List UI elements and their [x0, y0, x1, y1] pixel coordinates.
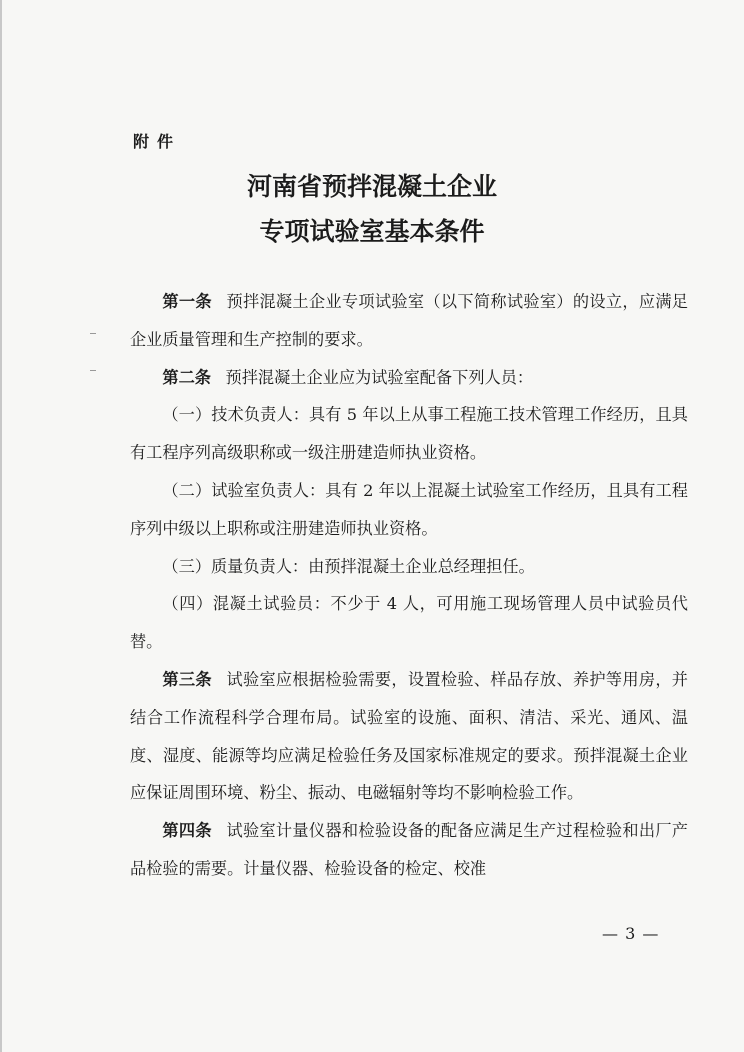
- attachment-label: 附件: [133, 132, 182, 151]
- paragraph-text: （三）质量负责人：由预拌混凝土企业总经理担任。: [162, 556, 535, 576]
- paragraph: [130, 661, 688, 812]
- paragraph-text: （二）试验室负责人：具有 2 年以上混凝土试验室工作经历，且具有工程序列中级以上职称或注册建造师执业资格。: [130, 480, 688, 538]
- paragraph: [130, 359, 688, 397]
- paragraph: [130, 472, 688, 548]
- article-number: 第一条: [162, 292, 212, 311]
- paragraph-text: （一）技术负责人：具有 5 年以上从事工程施工技术管理工作经历，且具有工程序列高级职称或一级注册建造师执业资格。: [130, 405, 688, 463]
- scan-mark: [90, 333, 96, 334]
- paragraph: [130, 396, 688, 472]
- scan-mark: [90, 370, 96, 371]
- paragraph: [130, 548, 688, 586]
- article-number: 第二条: [162, 367, 211, 387]
- page-edge: [0, 0, 2, 1052]
- paragraph-text: 预拌混凝土企业专项试验室（以下简称试验室）的设立，应满足企业质量管理和生产控制的要求。: [130, 292, 688, 349]
- paragraph-text: 预拌混凝土企业应为试验室配备下列人员：: [225, 367, 534, 387]
- article-number: 第四条: [162, 821, 212, 841]
- paragraph: [130, 812, 688, 888]
- document-body: [130, 283, 688, 888]
- page-number: — 3 —: [602, 924, 660, 943]
- document-title-line1: 河南省预拌混凝土企业: [246, 172, 497, 201]
- paragraph-text: 试验室计量仪器和检验设备的配备应满足生产过程检验和出厂产品检验的需要。计量仪器、检验设备的检定、校准: [130, 821, 688, 878]
- article-number: 第三条: [162, 669, 212, 689]
- paragraph: [130, 585, 688, 661]
- paragraph-text: 试验室应根据检验需要，设置检验、样品存放、养护等用房，并结合工作流程科学合理布局。试验室的设施、面积、清洁、采光、通风、温度、湿度、能源等均应满足检验任务及国家标准规定的要求。预拌混凝土企业应保证周围环境、粉尘、振动、电磁辐射等均不影响检验工作。: [130, 669, 688, 803]
- paragraph: [130, 283, 688, 359]
- document-title-line2: 专项试验室基本条件: [259, 217, 485, 246]
- paragraph-text: （四）混凝土试验员：不少于 4 人，可用施工现场管理人员中试验员代替。: [130, 594, 688, 652]
